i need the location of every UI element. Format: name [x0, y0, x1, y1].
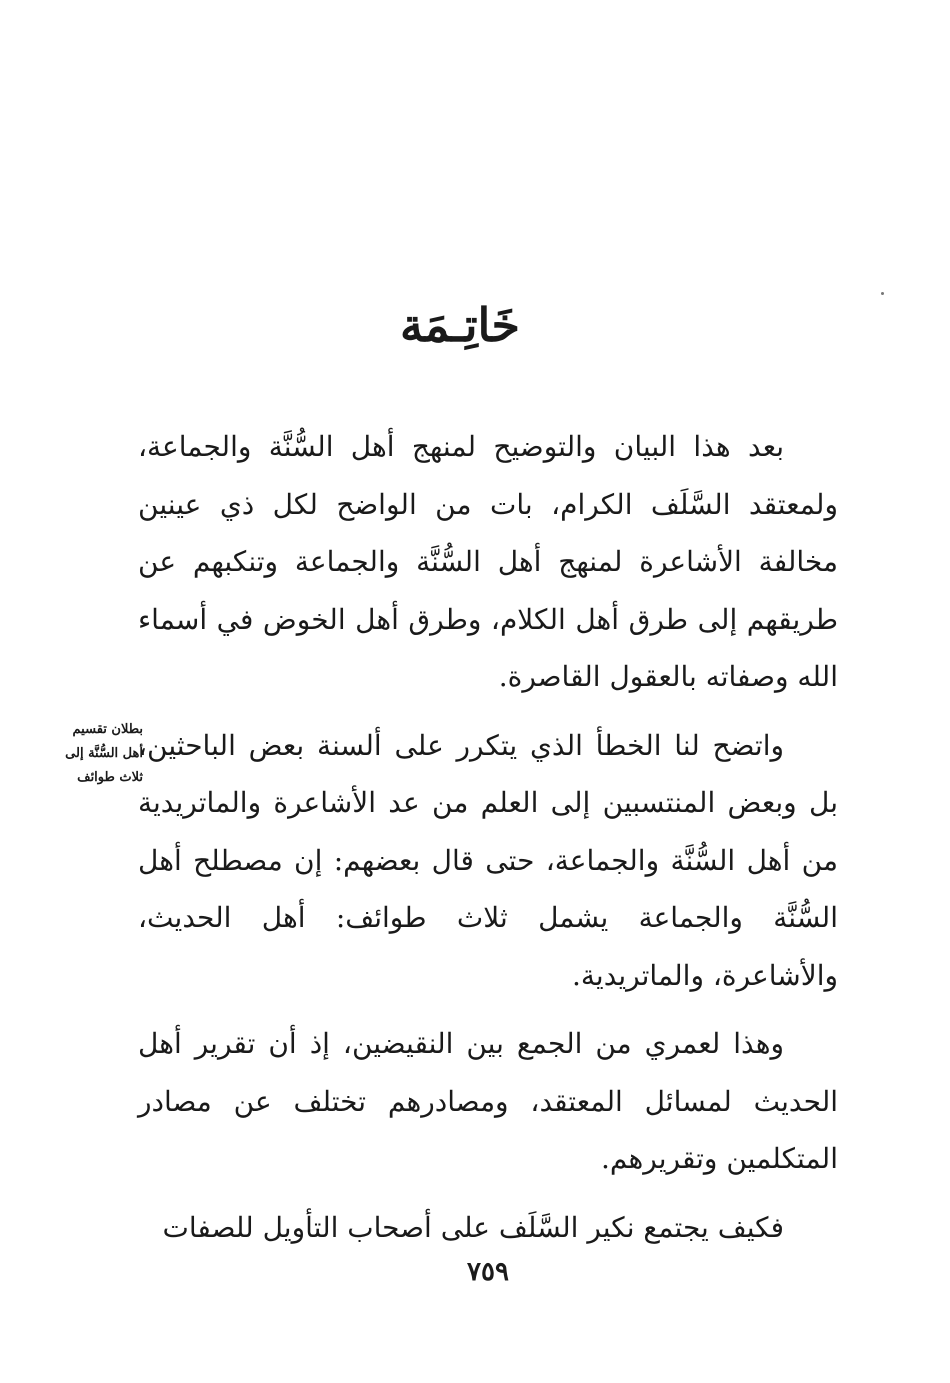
page-number: ٧٥٩ [467, 1257, 509, 1287]
paragraph-1: بعد هذا البيان والتوضيح لمنهج أهل السُّنَّة والجماعة، ولمعتقد السَّلَف الكرام، بات من الواضح لكل ذي عينين مخالفة الأشاعرة لمنهج أهل السُّنَّة والجماعة وتنكبهم عن طريقهم إلى طرق أهل الكلام، وطرق أهل الخوض في أسماء الله وصفاته بالعقول القاصرة. [138, 430, 838, 693]
paragraph-2: واتضح لنا الخطأ الذي يتكرر على ألسنة بعض الباحثين، بل وبعض المنتسبين إلى العلم من عد الأشاعرة والماتريدية من أهل السُّنَّة والجماعة، حتى قال بعضهم: إن مصطلح أهل السُّنَّة والجماعة يشمل ثلاث طوائف: أهل الحديث، والأشاعرة، والماتريدية. [138, 728, 838, 992]
paragraph-3: وهذا لعمري من الجمع بين النقيضين، إذ أن تقرير أهل الحديث لمسائل المعتقد، ومصادرهم تختلف عن مصادر المتكلمين وتقريرهم. [138, 1027, 838, 1175]
paragraph-4: فكيف يجتمع نكير السَّلَف على أصحاب التأويل للصفات [162, 1210, 784, 1244]
main-text [138, 418, 838, 1256]
margin-note: بطلان تقسيم أهل السُّنَّة إلى ثلاث طوائف [65, 722, 143, 785]
chapter-heading: خَاتِـمَة [400, 298, 520, 352]
